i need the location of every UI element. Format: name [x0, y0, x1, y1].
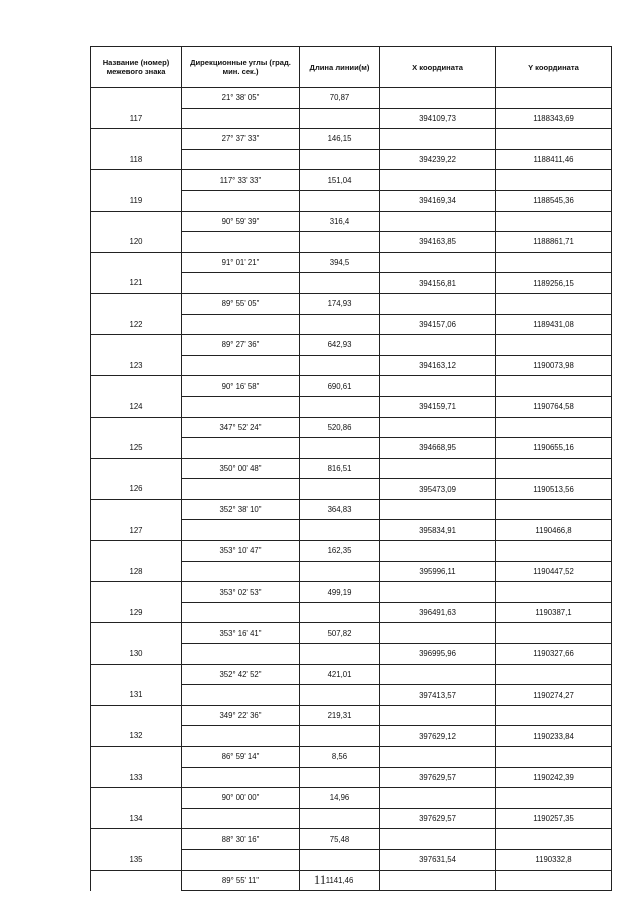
- x-coordinate: 394157,06: [380, 314, 496, 335]
- line-length-spacer: [300, 314, 380, 335]
- x-coordinate-spacer: [380, 335, 496, 356]
- line-length-spacer: [300, 849, 380, 870]
- table-row: [91, 458, 612, 479]
- line-length: 421,01: [300, 664, 380, 685]
- line-length-spacer: [300, 808, 380, 829]
- direction-angle-spacer: [182, 726, 300, 747]
- x-coordinate: 394109,73: [380, 108, 496, 129]
- y-coordinate: 1190327,66: [496, 644, 612, 665]
- y-coordinate: 1189256,15: [496, 273, 612, 294]
- point-name: 117: [91, 108, 182, 129]
- line-length-spacer: [300, 726, 380, 747]
- table-row: [91, 232, 612, 253]
- table-row: [91, 644, 612, 665]
- y-coordinate-spacer: [496, 88, 612, 109]
- point-name-cell-top: [91, 129, 182, 150]
- y-coordinate-spacer: [496, 129, 612, 150]
- header-direction-angle: Дирекционные углы (град. мин. сек.): [182, 47, 300, 88]
- y-coordinate: 1188343,69: [496, 108, 612, 129]
- y-coordinate-spacer: [496, 170, 612, 191]
- x-coordinate: 396491,63: [380, 602, 496, 623]
- table-row: [91, 88, 612, 109]
- point-name: 127: [91, 520, 182, 541]
- direction-angle: 352° 38' 10": [182, 499, 300, 520]
- table-row: [91, 726, 612, 747]
- y-coordinate-spacer: [496, 252, 612, 273]
- x-coordinate-spacer: [380, 417, 496, 438]
- direction-angle-spacer: [182, 520, 300, 541]
- line-length: 174,93: [300, 293, 380, 314]
- direction-angle: 90° 16' 58": [182, 376, 300, 397]
- table-row: [91, 664, 612, 685]
- y-coordinate-spacer: [496, 747, 612, 768]
- y-coordinate: 1190257,35: [496, 808, 612, 829]
- point-name-cell-top: [91, 335, 182, 356]
- table-row: [91, 808, 612, 829]
- point-name: 131: [91, 685, 182, 706]
- point-name: 130: [91, 644, 182, 665]
- direction-angle: 90° 59' 39": [182, 211, 300, 232]
- x-coordinate: 397629,57: [380, 808, 496, 829]
- line-length: 690,61: [300, 376, 380, 397]
- direction-angle-spacer: [182, 190, 300, 211]
- direction-angle: 89° 55' 05": [182, 293, 300, 314]
- x-coordinate-spacer: [380, 499, 496, 520]
- direction-angle: 27° 37' 33": [182, 129, 300, 150]
- line-length: 394,5: [300, 252, 380, 273]
- point-name-cell-top: [91, 252, 182, 273]
- table-row: [91, 314, 612, 335]
- direction-angle-spacer: [182, 314, 300, 335]
- direction-angle-spacer: [182, 273, 300, 294]
- x-coordinate-spacer: [380, 541, 496, 562]
- x-coordinate: 395834,91: [380, 520, 496, 541]
- x-coordinate: 394239,22: [380, 149, 496, 170]
- y-coordinate: 1189431,08: [496, 314, 612, 335]
- x-coordinate: 394163,12: [380, 355, 496, 376]
- direction-angle-spacer: [182, 808, 300, 829]
- direction-angle: 353° 10' 47": [182, 541, 300, 562]
- y-coordinate: 1190466,8: [496, 520, 612, 541]
- point-name-cell-top: [91, 376, 182, 397]
- point-name: 124: [91, 396, 182, 417]
- table-row: [91, 520, 612, 541]
- line-length: 162,35: [300, 541, 380, 562]
- x-coordinate-spacer: [380, 747, 496, 768]
- point-name-cell-top: [91, 170, 182, 191]
- line-length-spacer: [300, 232, 380, 253]
- x-coordinate-spacer: [380, 129, 496, 150]
- point-name: 121: [91, 273, 182, 294]
- x-coordinate-spacer: [380, 458, 496, 479]
- direction-angle-spacer: [182, 149, 300, 170]
- x-coordinate-spacer: [380, 88, 496, 109]
- y-coordinate: 1188411,46: [496, 149, 612, 170]
- direction-angle-spacer: [182, 685, 300, 706]
- direction-angle: 349° 22' 36": [182, 705, 300, 726]
- header-y-coordinate: Y координата: [496, 47, 612, 88]
- point-name-cell-top: [91, 458, 182, 479]
- direction-angle: 353° 02' 53": [182, 582, 300, 603]
- point-name-cell-top: [91, 417, 182, 438]
- y-coordinate-spacer: [496, 417, 612, 438]
- y-coordinate: 1190447,52: [496, 561, 612, 582]
- table-row: [91, 273, 612, 294]
- point-name-cell-top: [91, 705, 182, 726]
- point-name-cell-top: [91, 88, 182, 109]
- point-name: 118: [91, 149, 182, 170]
- x-coordinate: 395996,11: [380, 561, 496, 582]
- x-coordinate: 397629,12: [380, 726, 496, 747]
- direction-angle: 88° 30' 16": [182, 829, 300, 850]
- direction-angle: 117° 33' 33": [182, 170, 300, 191]
- y-coordinate: 1190274,27: [496, 685, 612, 706]
- x-coordinate-spacer: [380, 170, 496, 191]
- y-coordinate-spacer: [496, 664, 612, 685]
- table-body: [91, 88, 612, 891]
- y-coordinate: 1188545,36: [496, 190, 612, 211]
- x-coordinate: 397631,54: [380, 849, 496, 870]
- line-length: 507,82: [300, 623, 380, 644]
- y-coordinate: 1190332,8: [496, 849, 612, 870]
- y-coordinate-spacer: [496, 376, 612, 397]
- direction-angle-spacer: [182, 355, 300, 376]
- line-length: 316,4: [300, 211, 380, 232]
- table-row: [91, 705, 612, 726]
- line-length: 219,31: [300, 705, 380, 726]
- line-length: 364,83: [300, 499, 380, 520]
- table-row: [91, 252, 612, 273]
- point-name: 128: [91, 561, 182, 582]
- header-x-coordinate: X координата: [380, 47, 496, 88]
- x-coordinate: 394159,71: [380, 396, 496, 417]
- table-row: [91, 293, 612, 314]
- point-name: 126: [91, 479, 182, 500]
- line-length-spacer: [300, 602, 380, 623]
- line-length-spacer: [300, 644, 380, 665]
- y-coordinate: 1190242,39: [496, 767, 612, 788]
- y-coordinate-spacer: [496, 211, 612, 232]
- line-length-spacer: [300, 767, 380, 788]
- line-length-spacer: [300, 355, 380, 376]
- table-row: [91, 129, 612, 150]
- line-length: 642,93: [300, 335, 380, 356]
- table-row: [91, 396, 612, 417]
- y-coordinate-spacer: [496, 458, 612, 479]
- direction-angle-spacer: [182, 849, 300, 870]
- boundary-coordinates-table: [90, 46, 612, 891]
- x-coordinate: 397413,57: [380, 685, 496, 706]
- direction-angle: 91° 01' 21": [182, 252, 300, 273]
- direction-angle: 21° 38' 05": [182, 88, 300, 109]
- direction-angle: 352° 42' 52": [182, 664, 300, 685]
- table-row: [91, 623, 612, 644]
- x-coordinate: 394169,34: [380, 190, 496, 211]
- point-name: 122: [91, 314, 182, 335]
- line-length: 520,86: [300, 417, 380, 438]
- y-coordinate-spacer: [496, 293, 612, 314]
- coordinates-sheet: [90, 46, 611, 891]
- x-coordinate-spacer: [380, 788, 496, 809]
- point-name: 129: [91, 602, 182, 623]
- y-coordinate-spacer: [496, 705, 612, 726]
- x-coordinate-spacer: [380, 705, 496, 726]
- table-row: [91, 170, 612, 191]
- x-coordinate: 396995,96: [380, 644, 496, 665]
- direction-angle-spacer: [182, 232, 300, 253]
- line-length-spacer: [300, 520, 380, 541]
- page-number: 11: [313, 872, 327, 887]
- table-row: [91, 479, 612, 500]
- table-row: [91, 685, 612, 706]
- direction-angle-spacer: [182, 602, 300, 623]
- direction-angle: 353° 16' 41": [182, 623, 300, 644]
- line-length: 816,51: [300, 458, 380, 479]
- x-coordinate-spacer: [380, 376, 496, 397]
- x-coordinate: 397629,57: [380, 767, 496, 788]
- y-coordinate: 1190387,1: [496, 602, 612, 623]
- line-length: 14,96: [300, 788, 380, 809]
- line-length-spacer: [300, 561, 380, 582]
- x-coordinate: 394156,81: [380, 273, 496, 294]
- x-coordinate-spacer: [380, 252, 496, 273]
- line-length-spacer: [300, 149, 380, 170]
- y-coordinate: 1188861,71: [496, 232, 612, 253]
- line-length-spacer: [300, 108, 380, 129]
- header-point-name: Название (номер) межевого знака: [91, 47, 182, 88]
- table-row: [91, 561, 612, 582]
- y-coordinate-spacer: [496, 829, 612, 850]
- direction-angle-spacer: [182, 438, 300, 459]
- y-coordinate: 1190513,56: [496, 479, 612, 500]
- direction-angle-spacer: [182, 561, 300, 582]
- x-coordinate-spacer: [380, 293, 496, 314]
- table-row: [91, 108, 612, 129]
- point-name-cell-top: [91, 211, 182, 232]
- x-coordinate-spacer: [380, 211, 496, 232]
- line-length: 70,87: [300, 88, 380, 109]
- line-length: 8,56: [300, 747, 380, 768]
- y-coordinate: 1190233,84: [496, 726, 612, 747]
- table-row: [91, 829, 612, 850]
- table-row: [91, 355, 612, 376]
- point-name: 133: [91, 767, 182, 788]
- point-name: 125: [91, 438, 182, 459]
- direction-angle-spacer: [182, 479, 300, 500]
- table-row: [91, 541, 612, 562]
- direction-angle-spacer: [182, 396, 300, 417]
- y-coordinate-spacer: [496, 623, 612, 644]
- line-length: 151,04: [300, 170, 380, 191]
- direction-angle-spacer: [182, 644, 300, 665]
- table-row: [91, 582, 612, 603]
- point-name-cell-top: [91, 829, 182, 850]
- direction-angle: 89° 55' 11": [182, 870, 300, 891]
- point-name: 135: [91, 849, 182, 870]
- y-coordinate: 1190764,58: [496, 396, 612, 417]
- table-row: [91, 767, 612, 788]
- point-name-cell-top: [91, 747, 182, 768]
- direction-angle: 347° 52' 24": [182, 417, 300, 438]
- x-coordinate: 394668,95: [380, 438, 496, 459]
- table-row: [91, 335, 612, 356]
- x-coordinate-spacer: [380, 623, 496, 644]
- point-name: 123: [91, 355, 182, 376]
- table-row: [91, 499, 612, 520]
- line-length: 75,48: [300, 829, 380, 850]
- y-coordinate: 1190073,98: [496, 355, 612, 376]
- point-name-cell-top: [91, 623, 182, 644]
- table-row: [91, 190, 612, 211]
- point-name: 120: [91, 232, 182, 253]
- line-length: 499,19: [300, 582, 380, 603]
- direction-angle-spacer: [182, 767, 300, 788]
- line-length-spacer: [300, 438, 380, 459]
- table-row: [91, 211, 612, 232]
- point-name-cell-top: [91, 541, 182, 562]
- direction-angle: 89° 27' 36": [182, 335, 300, 356]
- table-row: [91, 602, 612, 623]
- line-length-spacer: [300, 396, 380, 417]
- x-coordinate-spacer: [380, 582, 496, 603]
- point-name-cell-top: [91, 664, 182, 685]
- table-row: [91, 849, 612, 870]
- table-row: [91, 376, 612, 397]
- line-length: 146,15: [300, 129, 380, 150]
- line-length-spacer: [300, 273, 380, 294]
- line-length-spacer: [300, 479, 380, 500]
- y-coordinate-spacer: [496, 541, 612, 562]
- y-coordinate-spacer: [496, 582, 612, 603]
- table-row: [91, 417, 612, 438]
- y-coordinate: 1190655,16: [496, 438, 612, 459]
- table-row: [91, 149, 612, 170]
- line-length-spacer: [300, 685, 380, 706]
- x-coordinate-spacer: [380, 829, 496, 850]
- line-length-spacer: [300, 190, 380, 211]
- x-coordinate-spacer: [380, 664, 496, 685]
- point-name: 132: [91, 726, 182, 747]
- y-coordinate-spacer: [496, 499, 612, 520]
- direction-angle-spacer: [182, 108, 300, 129]
- y-coordinate-spacer: [496, 335, 612, 356]
- x-coordinate: 394163,85: [380, 232, 496, 253]
- y-coordinate-spacer: [496, 788, 612, 809]
- point-name-cell-top: [91, 293, 182, 314]
- table-row: [91, 788, 612, 809]
- table-row: [91, 747, 612, 768]
- direction-angle: 86° 59' 14": [182, 747, 300, 768]
- x-coordinate: 395473,09: [380, 479, 496, 500]
- point-name-cell-top: [91, 582, 182, 603]
- table-header-row: [91, 47, 612, 88]
- direction-angle: 90° 00' 00": [182, 788, 300, 809]
- direction-angle: 350° 00' 48": [182, 458, 300, 479]
- point-name: 119: [91, 190, 182, 211]
- header-line-length: Длина линии(м): [300, 47, 380, 88]
- point-name-cell-top: [91, 788, 182, 809]
- point-name-cell-top: [91, 499, 182, 520]
- table-row: [91, 438, 612, 459]
- line-length: 1141,46: [300, 870, 380, 891]
- point-name: 134: [91, 808, 182, 829]
